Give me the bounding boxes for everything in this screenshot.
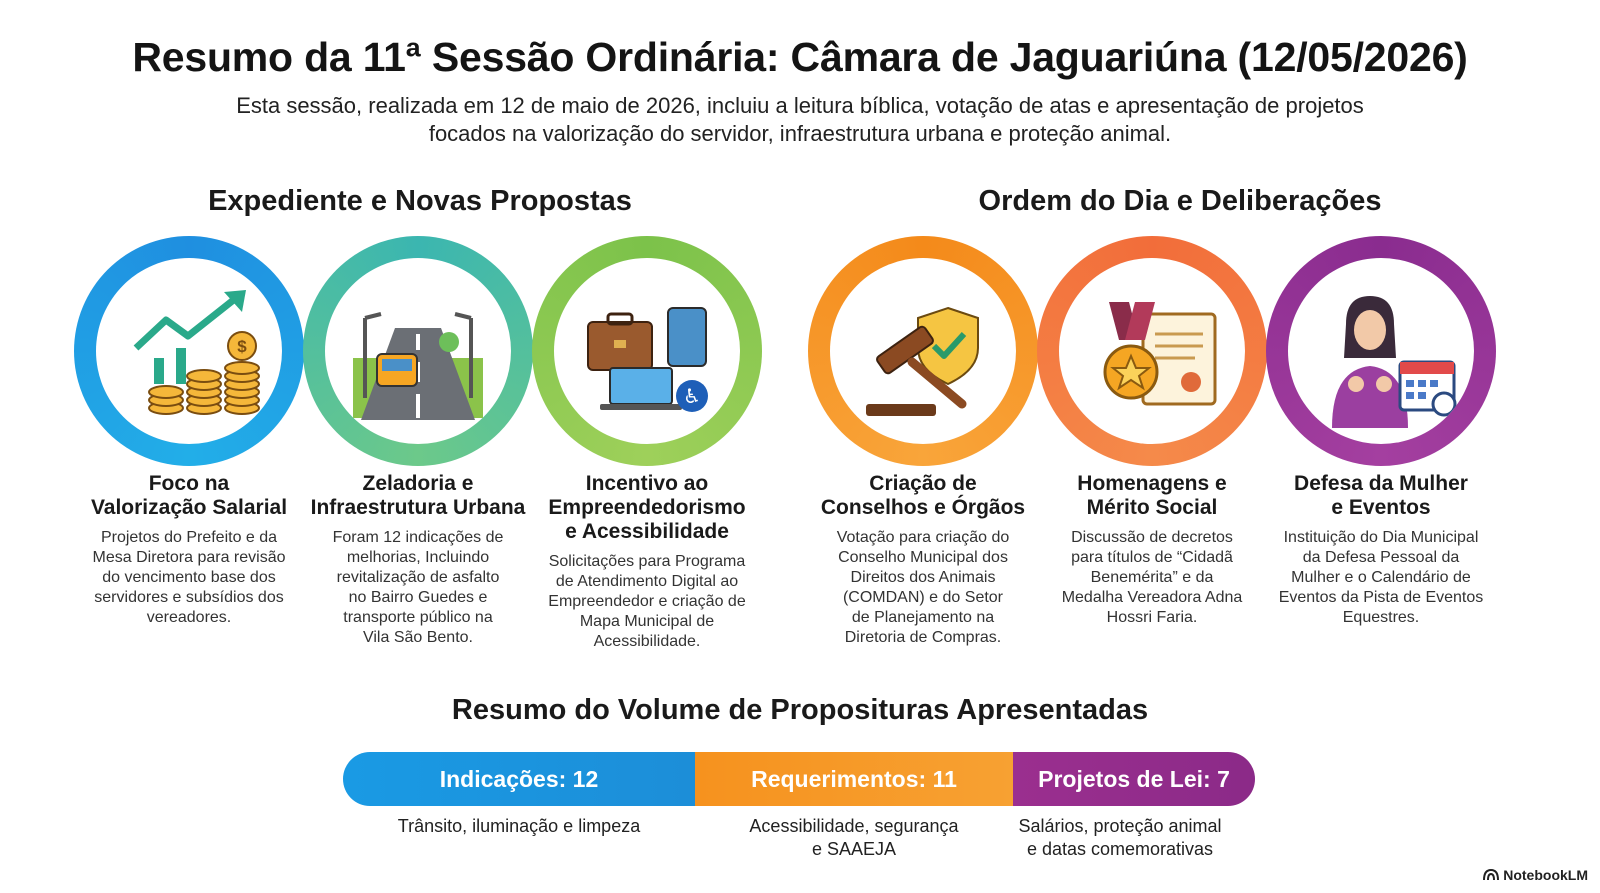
- card-ring: [303, 236, 533, 466]
- briefcase-laptop-accessibility-icon: [554, 258, 740, 444]
- card-description: Votação para criação do Conselho Municipal dos Direitos dos Animais (COMDAN) e do Setor de Planejamento na Diretoria de Compras.: [836, 529, 1010, 646]
- card-valorizacao-salarial: [74, 236, 304, 628]
- svg-text:$: $: [237, 337, 247, 356]
- brand-label: NotebookLM: [1503, 867, 1588, 883]
- card-defesa-mulher-eventos: [1266, 236, 1496, 628]
- card-description: Instituição do Dia Municipal da Defesa Pessoal da Mulher e o Calendário de Eventos da Pista de Eventos Equestres.: [1278, 529, 1484, 626]
- proposituras-volume-bar: [343, 752, 1255, 806]
- brand-watermark: [1483, 867, 1588, 883]
- page-title: Resumo da 11ª Sessão Ordinária: Câmara de Jaguariúna (12/05/2026): [132, 34, 1468, 80]
- card-ring: [808, 236, 1038, 466]
- segment-projetos-de-lei: Projetos de Lei: 7: [1013, 752, 1255, 806]
- card-ring: [74, 236, 304, 466]
- caption-projetos-de-lei: Salários, proteção animal e datas comemorativas: [1018, 816, 1222, 859]
- caption-requerimentos: Acessibilidade, segurança e SAAEJA: [749, 816, 959, 859]
- notebooklm-logo-icon: [1483, 869, 1499, 881]
- card-title: Foco na Valorização Salarial: [90, 472, 288, 519]
- card-description: Discussão de decretos para títulos de “Cidadã Benemérita” e da Medalha Vereadora Adna Hossri Faria.: [1061, 529, 1243, 626]
- medal-certificate-icon: [1059, 258, 1245, 444]
- segment-indicacoes: Indicações: 12: [343, 752, 695, 806]
- section-title-ordem-do-dia: Ordem do Dia e Deliberações: [978, 185, 1382, 217]
- salary-coins-chart-icon: [96, 258, 282, 444]
- card-ring: [1266, 236, 1496, 466]
- card-homenagens-merito: [1037, 236, 1267, 628]
- page-subtitle: [130, 92, 1470, 148]
- subtitle-line-1: Esta sessão, realizada em 12 de maio de 2026, incluiu a leitura bíblica, votação de atas e apresentação de projetos: [236, 93, 1364, 118]
- card-description: Foram 12 indicações de melhorias, Incluindo revitalização de asfalto no Bairro Guedes e transporte público na Vila São Bento.: [332, 529, 504, 646]
- section-title-expediente: Expediente e Novas Propostas: [208, 185, 632, 217]
- card-title: Homenagens e Mérito Social: [1077, 472, 1227, 519]
- card-conselhos-orgaos: [808, 236, 1038, 648]
- card-title: Incentivo ao Empreendedorismo e Acessibilidade: [548, 472, 746, 543]
- segment-requerimentos: Requerimentos: 11: [695, 752, 1013, 806]
- svg-text:♿: ♿: [683, 384, 701, 408]
- card-empreendedorismo-acessibilidade: [532, 236, 762, 652]
- volume-title: Resumo do Volume de Proposituras Apresentadas: [451, 694, 1149, 726]
- card-title: Criação de Conselhos e Órgãos: [820, 472, 1026, 519]
- caption-indicacoes: Trânsito, iluminação e limpeza: [397, 816, 641, 836]
- card-title: Zeladoria e Infraestrutura Urbana: [310, 472, 526, 519]
- card-description: Solicitações para Programa de Atendimento Digital ao Empreendedor e criação de Mapa Municipal de Acessibilidade.: [548, 553, 746, 650]
- card-ring: [532, 236, 762, 466]
- woman-calendar-icon: [1288, 258, 1474, 444]
- gavel-shield-icon: [830, 258, 1016, 444]
- card-title: Defesa da Mulher e Eventos: [1294, 472, 1468, 519]
- subtitle-line-2: focados na valorização do servidor, infraestrutura urbana e proteção animal.: [428, 121, 1172, 146]
- road-bus-icon: [325, 258, 511, 444]
- card-description: Projetos do Prefeito e da Mesa Diretora para revisão do vencimento base dos servidores e subsídios dos vereadores.: [92, 529, 286, 626]
- card-ring: [1037, 236, 1267, 466]
- card-infraestrutura-urbana: [303, 236, 533, 648]
